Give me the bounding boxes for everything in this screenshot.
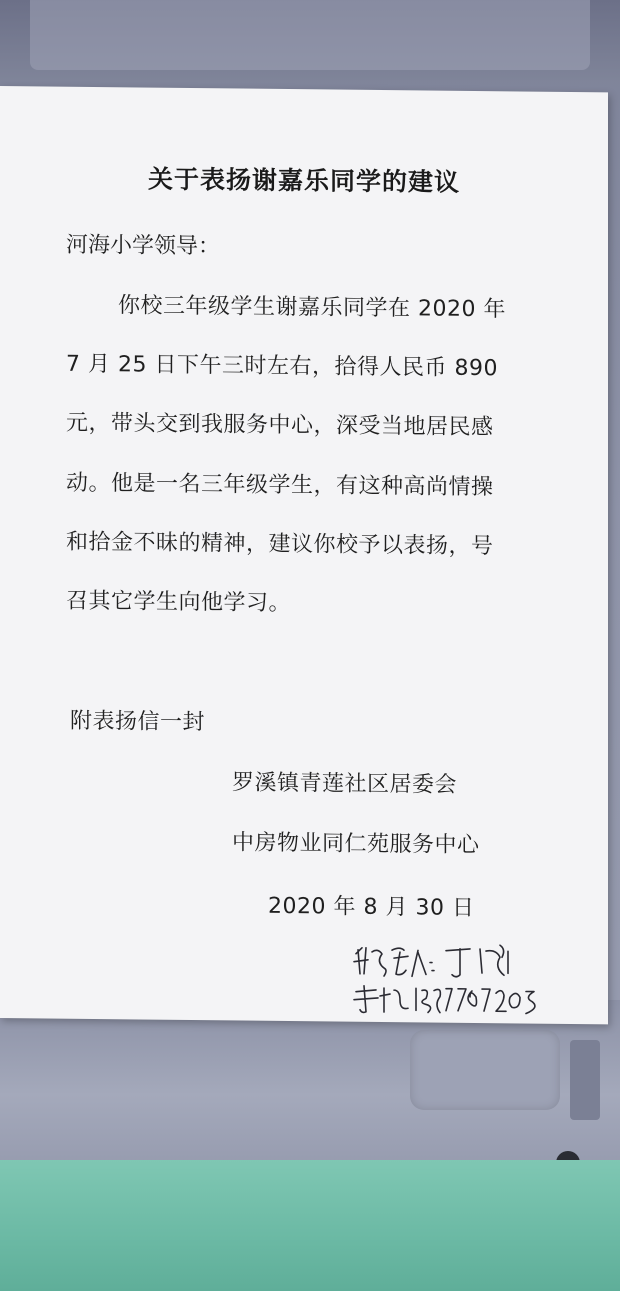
folder-lid (30, 0, 590, 70)
organization-2: 中房物业同仁苑服务中心 (232, 830, 480, 859)
tray-ridge (410, 1030, 560, 1110)
body-line: 动。他是一名三年级学生，有这种高尚情操 (66, 470, 494, 501)
body-line: 和拾金不昧的精神，建议你校予以表扬，号 (66, 529, 494, 560)
body-line: 你校三年级学生谢嘉乐同学在 2020 年 (118, 293, 506, 323)
letter-date: 2020 年 8 月 30 日 (268, 893, 475, 921)
letter-title: 关于表扬谢嘉乐同学的建议 (147, 164, 460, 197)
body-line: 7 月 25 日下午三时左右，拾得人民币 890 (66, 351, 498, 382)
enclosure-note: 附表扬信一封 (70, 708, 206, 736)
organization-1: 罗溪镇青莲社区居委会 (232, 770, 458, 798)
teal-cloth (0, 1160, 620, 1291)
body-line: 召其它学生向他学习。 (66, 588, 292, 617)
folder-edge (0, 0, 620, 80)
handwritten-signature (350, 940, 570, 1022)
letter-paper (0, 86, 608, 1024)
salutation: 河海小学领导： (66, 232, 221, 260)
body-line: 元，带头交到我服务中心，深受当地居民感 (66, 410, 494, 441)
tray-slot (570, 1040, 600, 1120)
